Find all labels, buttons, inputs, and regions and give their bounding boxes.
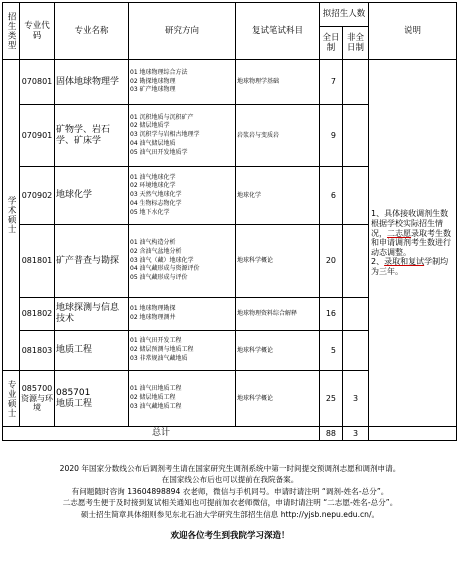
row-parttime [343,105,369,167]
row-fulltime: 7 [320,60,343,105]
row-code: 081801 [20,225,55,298]
admission-table [2,2,457,441]
row-fulltime: 25 [320,371,343,427]
row-name: 085701 地质工程 [55,371,129,427]
footer-line: 有问题随时咨询 13604898894 衣老师，微信与手机同号。申请时请注明 “调剂-姓名-总分”。 [71,486,389,496]
row-subject: 地球科学概论 [236,371,320,427]
total-parttime: 3 [343,427,369,441]
row-directions: 01 地球物理勘探 02 地球物理测井 [129,298,236,331]
total-row [3,427,457,441]
row-directions: 01 油气田地质工程 02 储层地质工程 03 油气藏地质工程 [129,371,236,427]
row-subject: 地球科学概论 [236,331,320,371]
row-parttime [343,60,369,105]
row-directions: 01 油气地球化学 02 环境地球化学 03 天然气地球化学 04 生物标志物化学 05 地下水化学 [129,167,236,225]
welcome-text: 欢迎各位考生到我院学习深造！ [170,530,290,541]
row-directions: 01 油气田开发工程 02 储层预测与地质工程 03 非常规油气藏地质 [129,331,236,371]
total-label: 总计 [3,427,320,441]
header-notes: 说明 [369,3,457,60]
footer-notes [4,463,456,543]
header-parttime: 非全日制 [343,27,369,60]
header-fulltime: 全日制 [320,27,343,60]
row-code: 085700 资源与环境 [20,371,55,427]
row-fulltime: 20 [320,225,343,298]
notes-cell: 1、具体接收调剂生数根据学校实际招生情况，二志愿录取考生数和申请调剂考生数进行动态调整。 2、录取和复试学制均为三年。 [369,60,457,427]
row-name: 地球探测与信息技术 [55,298,129,331]
footer-line: 2020 年国家分数线公布后调剂考生请在国家研究生调剂系统中第一时间提交预调剂志愿和调剂申请。 [59,464,401,473]
row-parttime [343,331,369,371]
row-code: 081803 [20,331,55,371]
row-fulltime: 6 [320,167,343,225]
header-name: 专业名称 [55,3,129,60]
total-notes [369,427,457,441]
row-subject: 岩浆岩与变质岩 [236,105,320,167]
footer-line: 在国家线公布后也可以提前在我院备案。 [161,475,299,485]
row-fulltime: 5 [320,331,343,371]
row-parttime: 3 [343,371,369,427]
row-code: 081802 [20,298,55,331]
row-code: 070801 [20,60,55,105]
row-name: 地球化学 [55,167,129,225]
table-row [3,60,457,105]
header-category: 招生类型 [3,3,20,60]
header-code: 专业代码 [20,3,55,60]
row-subject: 地球科学概论 [236,225,320,298]
row-name: 矿产普查与勘探 [55,225,129,298]
row-subject: 地球物理学基础 [236,60,320,105]
row-name: 矿物学、岩石学、矿床学 [55,105,129,167]
row-directions: 01 地球物理综合方法 02 勘探地球物理 03 矿产地球物理 [129,60,236,105]
row-code: 070902 [20,167,55,225]
header-plan: 拟招生人数 [320,3,369,27]
header-subject: 复试笔试科目 [236,3,320,60]
total-fulltime: 88 [320,427,343,441]
row-fulltime: 9 [320,105,343,167]
row-code: 070901 [20,105,55,167]
footer-line: 硕士招生简章具体细则参见东北石油大学研究生部招生信息 http://yjsb.nepu.edu.cn/。 [80,509,380,519]
row-name: 固体地球物理学 [55,60,129,105]
row-directions: 01 油气构造分析 02 含油气盆地分析 03 油气（藏）地球化学 04 油气藏形成与资源评价 05 油气藏形成与评价 [129,225,236,298]
row-parttime [343,167,369,225]
header-direction: 研究方向 [129,3,236,60]
row-name: 地质工程 [55,331,129,371]
footer-line: 二志愿考生便于及时接到复试相关通知也可提前加衣老师微信，申请时请注明 “二志愿-姓名-总分”。 [62,498,398,508]
category-professional: 专业硕士 [3,371,20,427]
row-subject: 地球物理资料综合解释 [236,298,320,331]
row-subject: 地球化学 [236,167,320,225]
category-academic: 学术硕士 [3,60,20,371]
row-parttime [343,225,369,298]
row-directions: 01 沉积地质与沉积矿产 02 储层地质学 03 沉积学与岩相古地理学 04 油气储层地质 05 油气田开发地质学 [129,105,236,167]
row-fulltime: 16 [320,298,343,331]
row-parttime [343,298,369,331]
